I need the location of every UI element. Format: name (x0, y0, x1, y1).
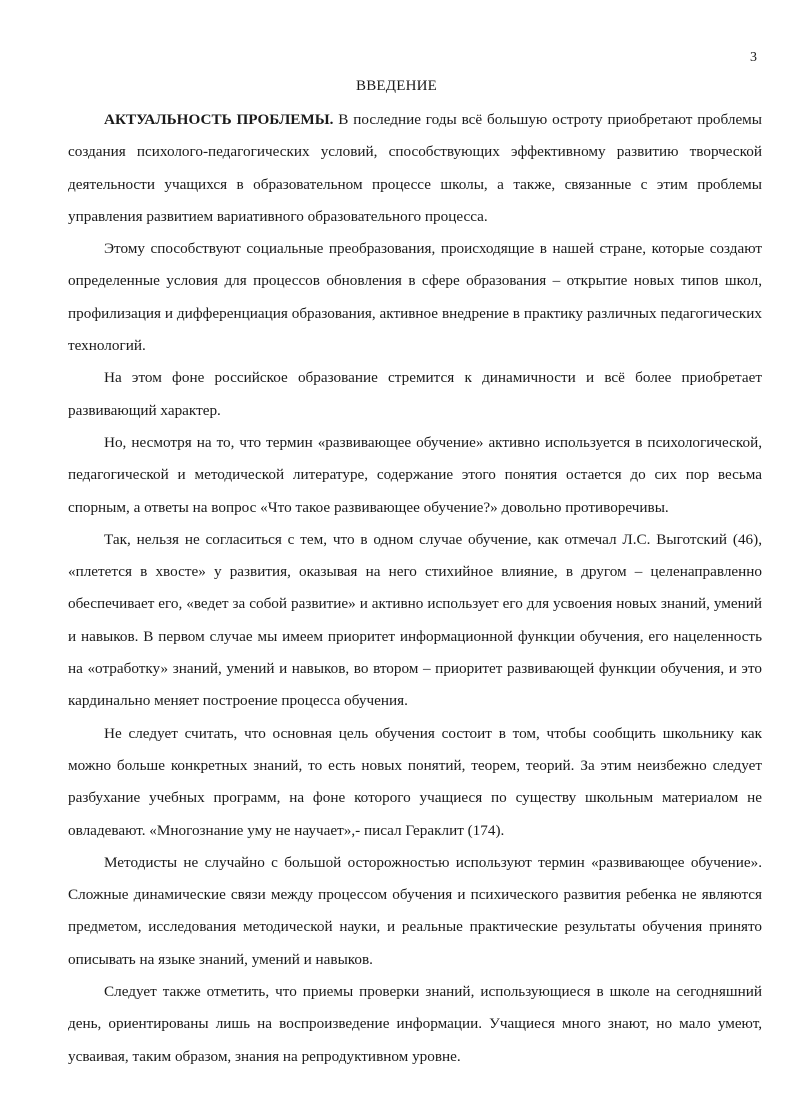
paragraph: Этому способствуют социальные преобразования, происходящие в нашей стране, которые создают определенные условия для процессов обновления в сфере образования – открытие новых типов школ, профилизация и дифференциация образования, активное внедрение в практику различных педагогических технологий. (68, 240, 762, 355)
paragraph: Не следует считать, что основная цель обучения состоит в том, чтобы сообщить школьнику как можно больше конкретных знаний, то есть новых понятий, теорем, теорий. За этим неизбежно следует разбухание учебных программ, на фоне которого учащиеся по существу школьным материалом не овладевают. «Многознание уму не научает»,- писал Гераклит (174). (68, 724, 762, 839)
page-number: 3 (750, 50, 757, 65)
page-title: ВВЕДЕНИЕ (356, 78, 437, 94)
paragraph-text: В последние годы всё большую остроту приобретают проблемы создания психолого-педагогических условий, способствующих эффективному развитию творческой деятельности учащихся в образовательном процессе школы, а также, связанные с этим проблемы управления развитием вариативного образовательного процесса. (68, 111, 762, 225)
paragraph-lead: АКТУАЛЬНОСТЬ ПРОБЛЕМЫ. (104, 111, 334, 128)
paragraph: На этом фоне российское образование стремится к динамичности и всё более приобретает развивающий характер. (68, 369, 762, 419)
document-body (68, 104, 762, 1073)
paragraph: Но, несмотря на то, что термин «развивающее обучение» активно используется в психологической, педагогической и методической литературе, содержание этого понятия остается до сих пор весьма спорным, а ответы на вопрос «Что такое развивающее обучение?» довольно противоречивы. (68, 433, 762, 516)
paragraph: Методисты не случайно с большой осторожностью используют термин «развивающее обучение». Сложные динамические связи между процессом обучения и психического развития ребенка не являются предметом, исследования методической науки, и реальные практические результаты обучения принято описывать на языке знаний, умений и навыков. (68, 853, 762, 968)
paragraph: Так, нельзя не согласиться с тем, что в одном случае обучение, как отмечал Л.С. Выготский (46), «плетется в хвосте» у развития, оказывая на него стихийное влияние, в другом – целенаправленно обеспечивает его, «ведет за собой развитие» и активно использует его для усвоения новых знаний, умений и навыков. В первом случае мы имеем приоритет информационной функции обучения, его нацеленность на «отработку» знаний, умений и навыков, во втором – приоритет развивающей функции обучения, и это кардинально меняет построение процесса обучения. (68, 530, 762, 710)
paragraph-relevance (68, 104, 762, 233)
paragraph: Следует также отметить, что приемы проверки знаний, использующиеся в школе на сегодняшний день, ориентированы лишь на воспроизведение информации. Учащиеся много знают, но мало умеют, усваивая, таким образом, знания на репродуктивном уровне. (68, 983, 762, 1065)
